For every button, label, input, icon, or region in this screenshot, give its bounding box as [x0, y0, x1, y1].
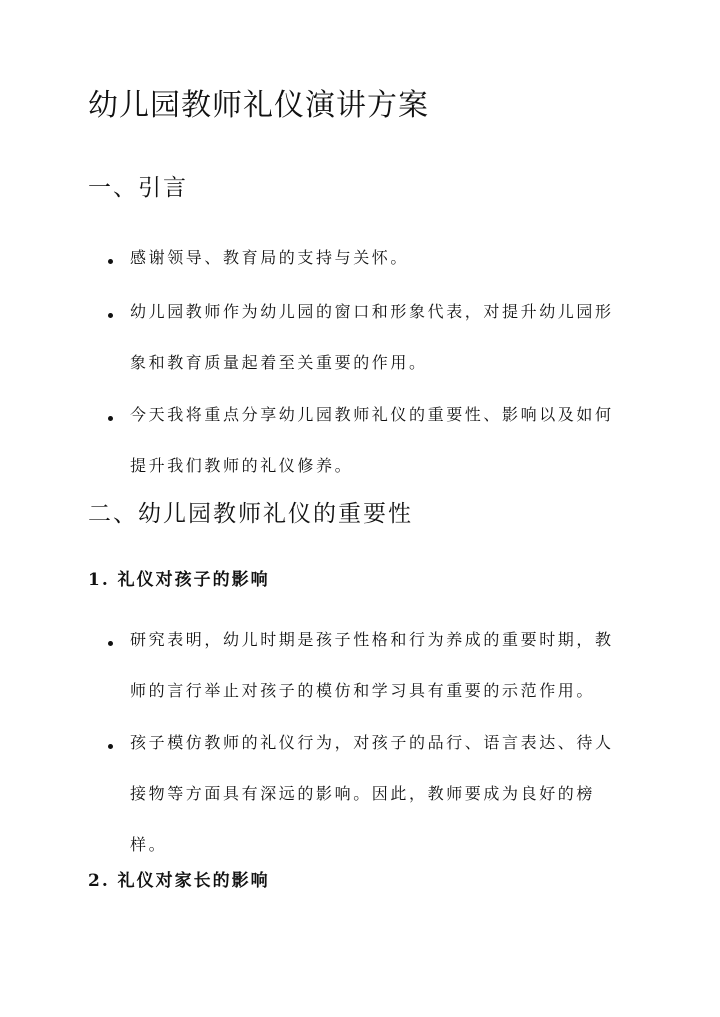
list-item — [88, 401, 628, 491]
bullet-icon — [108, 744, 113, 749]
list-item-text: 感谢领导、教育局的支持与关怀。 — [130, 248, 410, 267]
list-item-text: 今天我将重点分享幼儿园教师礼仪的重要性、影响以及如何提升我们教师的礼仪修养。 — [130, 405, 614, 475]
list-item — [88, 729, 628, 870]
bullet-icon — [108, 259, 113, 264]
document-title: 幼儿园教师礼仪演讲方案 — [88, 88, 429, 123]
list-item-text: 研究表明，幼儿时期是孩子性格和行为养成的重要时期，教师的言行举止对孩子的模仿和学习具有重要的示范作用。 — [130, 630, 614, 700]
subsection-heading-children: 1. 礼仪对孩子的影响 — [88, 570, 270, 590]
list-item-text: 孩子模仿教师的礼仪行为，对孩子的品行、语言表达、待人接物等方面具有深远的影响。因此，教师要成为良好的榜样。 — [130, 733, 614, 854]
bullet-icon — [108, 313, 113, 318]
list-item — [88, 298, 628, 388]
list-item — [88, 244, 628, 283]
bullet-icon — [108, 416, 113, 421]
section-heading-importance: 二、幼儿园教师礼仪的重要性 — [88, 501, 413, 527]
section-heading-introduction: 一、引言 — [88, 175, 188, 201]
bullet-icon — [108, 641, 113, 646]
list-item-text: 幼儿园教师作为幼儿园的窗口和形象代表，对提升幼儿园形象和教育质量起着至关重要的作用。 — [130, 302, 614, 372]
subsection-heading-parents: 2. 礼仪对家长的影响 — [88, 871, 270, 891]
list-item — [88, 626, 628, 716]
